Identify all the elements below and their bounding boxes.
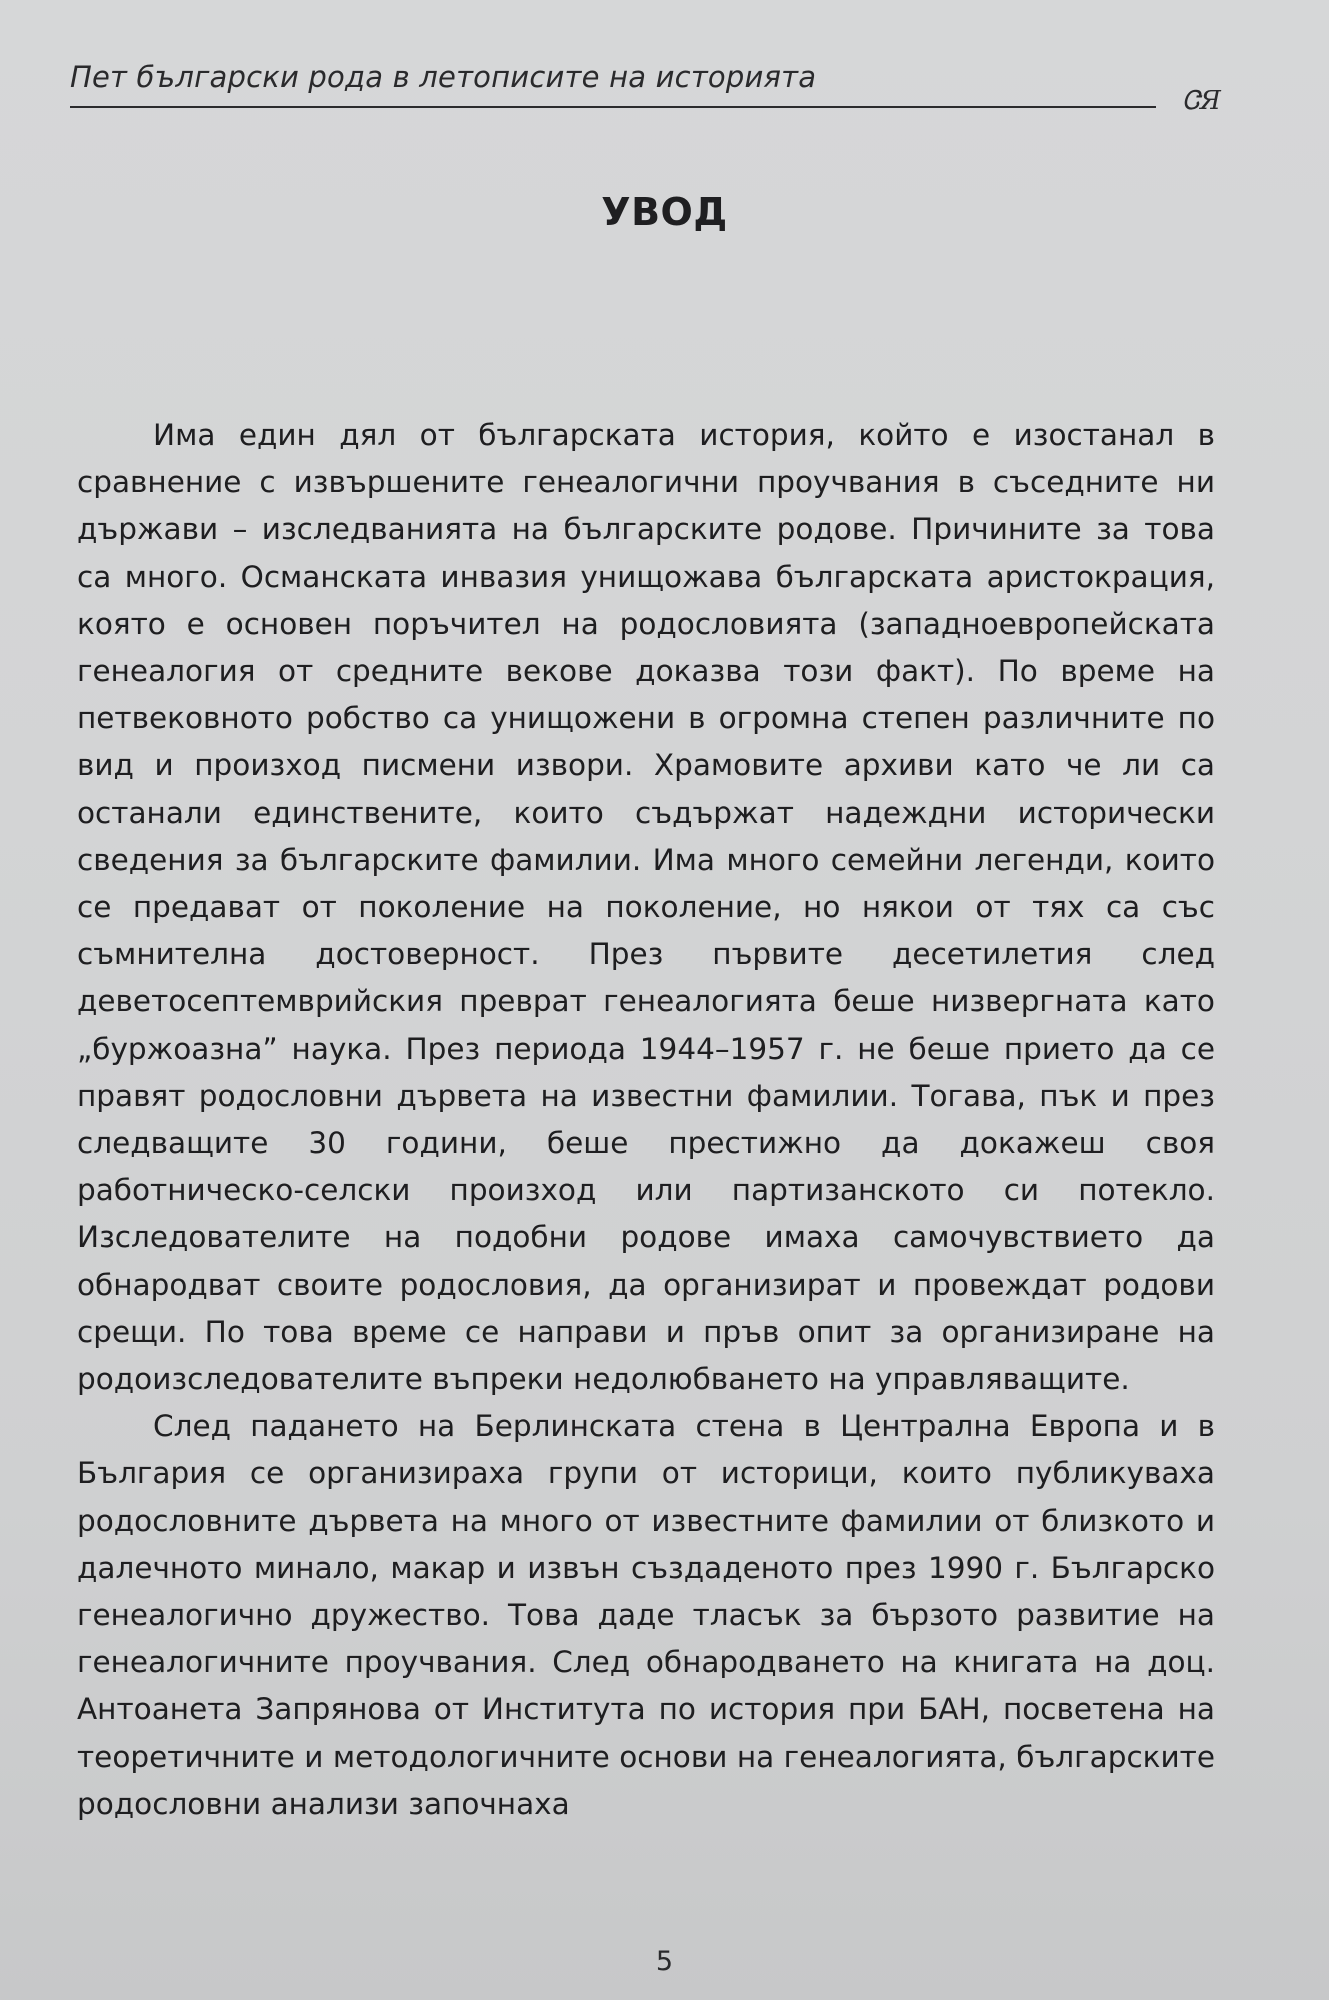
page-number: 5 (655, 1946, 674, 1977)
header-rule (70, 106, 1156, 108)
paragraph: Има един дял от българската история, който е изостанал в сравнение с извършените генеалогични проучвания в съседните ни държави – изследванията на българските родове. Причините за това са много. Османската инвазия унищожава българската аристокрация, която е основен поръчител на родословията (западноевропейската генеалогия от средните векове доказва този факт). По време на петвековното робство са унищожени в огромна степен различните по вид и произход писмени извори. Храмовите архиви като че ли са останали единствените, които съдържат надеждни исторически сведения за българските фамилии. Има много семейни легенди, които се предават от поколение на поколение, но някои от тях са със съмнителна достоверност. През първите десетилетия след деветосептемврийския преврат генеалогията беше низвергната като „буржоазна” наука. През периода 1944–1957 г. не беше прието да се правят родословни дървета на известни фамилии. Тогава, пък и през следващите 30 години, беше престижно да докажеш своя работническо-селски произход или партизанското си потекло. Изследователите на подобни родове имаха самочувствието да обнародват своите родословия, да организират и провеждат родови срещи. По това време се направи и пръв опит за организиране на родоизследователите въпреки недолюбването на управляващите. (77, 418, 1215, 1397)
paragraph: След падането на Берлинската стена в Централна Европа и в България се организираха групи от историци, които публикуваха родословните дървета на много от известните фамилии от близкото и далечното минало, макар и извън създаденото през 1990 г. Българско генеалогично дружество. Това даде тласък за бързото развитие на генеалогичните проучвания. След обнародването на книгата на доц. Антоанета Запрянова от Института по история при БАН, посветена на теоретичните и методологичните основи на генеалогията, българските родословни анализи започнаха (77, 1409, 1215, 1821)
running-header-title: Пет български рода в летописите на историята (70, 60, 817, 94)
chapter-title: УВОД (601, 190, 728, 234)
ornament-glyph-icon: ᏣЯ (1182, 86, 1221, 116)
body-text (77, 412, 1215, 1828)
running-header (70, 56, 1230, 116)
